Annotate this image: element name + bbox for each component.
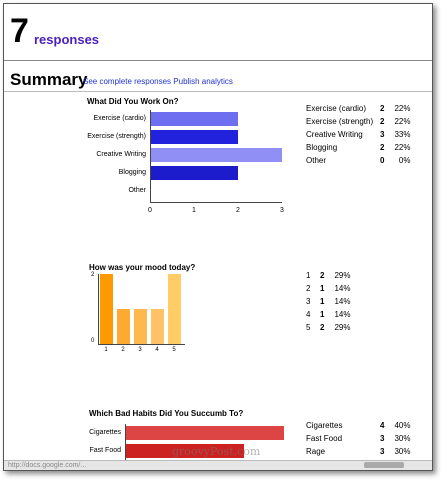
q2-stat-label: 5 [306,323,311,332]
q1-stat-row [306,102,414,115]
q1-stat-label: Creative Writing [306,130,363,139]
q2-x-tick-label: 3 [138,347,142,353]
q1-category-label: Exercise (strength) [87,133,146,140]
q2-bar [117,309,130,344]
q1-stat-row [306,115,414,128]
q2-stat-pct: 14% [334,284,351,293]
summary-title: Summary [10,70,88,89]
q1-stats-table [306,102,414,167]
q2-stat-pct: 29% [334,271,351,280]
q2-x-tick-label: 1 [104,347,108,353]
q2-stat-pct: 14% [334,297,351,306]
see-complete-responses-link[interactable]: See complete responses [83,77,172,86]
q2-stat-count: 1 [320,310,325,319]
q2-stat-pct: 29% [334,323,351,332]
q1-bar [150,112,238,126]
q2-y-tick-bottom: 0 [91,338,95,344]
summary-links [83,77,233,86]
q2-stats-table [306,269,354,334]
watermark-text: groovyPost.com [172,445,261,458]
q1-x-axis [150,202,282,203]
q1-stat-pct: 33% [394,130,411,139]
q1-stat-count: 2 [380,143,385,152]
q1-bar [150,166,238,180]
q1-stat-row [306,154,414,167]
q1-stat-label: Other [306,156,327,165]
q1-stat-count: 2 [380,117,385,126]
q1-stat-label: Exercise (cardio) [306,104,367,113]
response-count: 7 [10,12,29,50]
q1-category-label: Exercise (cardio) [93,115,146,122]
q1-stat-pct: 22% [394,143,411,152]
q2-x-tick-label: 5 [172,347,176,353]
q1-stat-row [306,141,414,154]
report-window [3,3,433,471]
q2-stat-row [306,295,354,308]
q3-category-label: Cigarettes [89,429,121,436]
q1-stat-row [306,128,414,141]
q1-stat-count: 0 [380,156,385,165]
q2-stat-count: 1 [320,284,325,293]
q1-category-label: Other [128,187,146,194]
q2-x-tick-label: 2 [121,347,125,353]
summary-divider [4,91,432,92]
q1-title: What Did You Work On? [87,97,179,106]
q2-stat-pct: 14% [334,310,351,319]
q1-stat-pct: 22% [394,117,411,126]
q1-y-axis [150,110,151,202]
q1-category-label: Creative Writing [96,151,146,158]
q1-stat-pct: 22% [394,104,411,113]
q3-category-label: Fast Food [89,447,121,454]
q3-stat-row [306,419,414,432]
q2-stat-label: 4 [306,310,311,319]
q1-stat-label: Exercise (strength) [306,117,374,126]
q1-bar [150,130,238,144]
q1-stat-count: 3 [380,130,385,139]
q2-stat-row [306,308,354,321]
q3-stat-count: 4 [380,421,385,430]
q3-stat-label: Fast Food [306,434,343,443]
status-url: http://docs.google.com/... [8,462,87,469]
q3-stat-row [306,445,414,458]
q2-stat-label: 1 [306,271,311,280]
q2-bar [134,309,147,344]
q3-stat-label: Cigarettes [306,421,343,430]
q2-y-axis [98,274,99,344]
q2-x-axis [98,344,185,345]
q3-stat-count: 3 [380,434,385,443]
publish-analytics-link[interactable]: Publish analytics [173,77,233,86]
q2-stat-label: 3 [306,297,311,306]
q1-bar [150,148,282,162]
q3-stat-row [306,432,414,445]
q1-x-tick-label: 1 [192,207,196,214]
q3-stat-pct: 40% [394,421,411,430]
q2-stat-row [306,269,354,282]
q3-stat-count: 3 [380,447,385,456]
q3-stat-pct: 30% [394,447,411,456]
q1-stat-label: Blogging [306,143,338,152]
responses-label: responses [34,32,100,47]
q2-stat-row [306,321,354,334]
q3-stat-label: Rage [306,447,326,456]
q2-stat-label: 2 [306,284,311,293]
q3-bar [125,426,284,440]
horizontal-scrollbar-thumb[interactable] [364,462,404,468]
q2-bar [168,274,181,344]
q1-x-tick-label: 3 [280,207,284,214]
q2-y-tick-top: 2 [91,272,95,278]
q2-stat-row [306,282,354,295]
q1-x-tick-label: 0 [148,207,152,214]
q2-stat-count: 1 [320,297,325,306]
header-divider [4,60,432,61]
q2-stat-count: 2 [320,323,325,332]
q1-stat-pct: 0% [398,156,411,165]
response-count-header [10,12,100,50]
q1-x-tick-label: 2 [236,207,240,214]
q2-bar [151,309,164,344]
q2-title: How was your mood today? [89,263,196,272]
q2-x-tick-label: 4 [155,347,159,353]
q2-bar [100,274,113,344]
q1-category-label: Blogging [118,169,146,176]
q1-stat-count: 2 [380,104,385,113]
q3-title: Which Bad Habits Did You Succumb To? [89,409,244,418]
q2-stat-count: 2 [320,271,325,280]
q3-stat-pct: 30% [394,434,411,443]
